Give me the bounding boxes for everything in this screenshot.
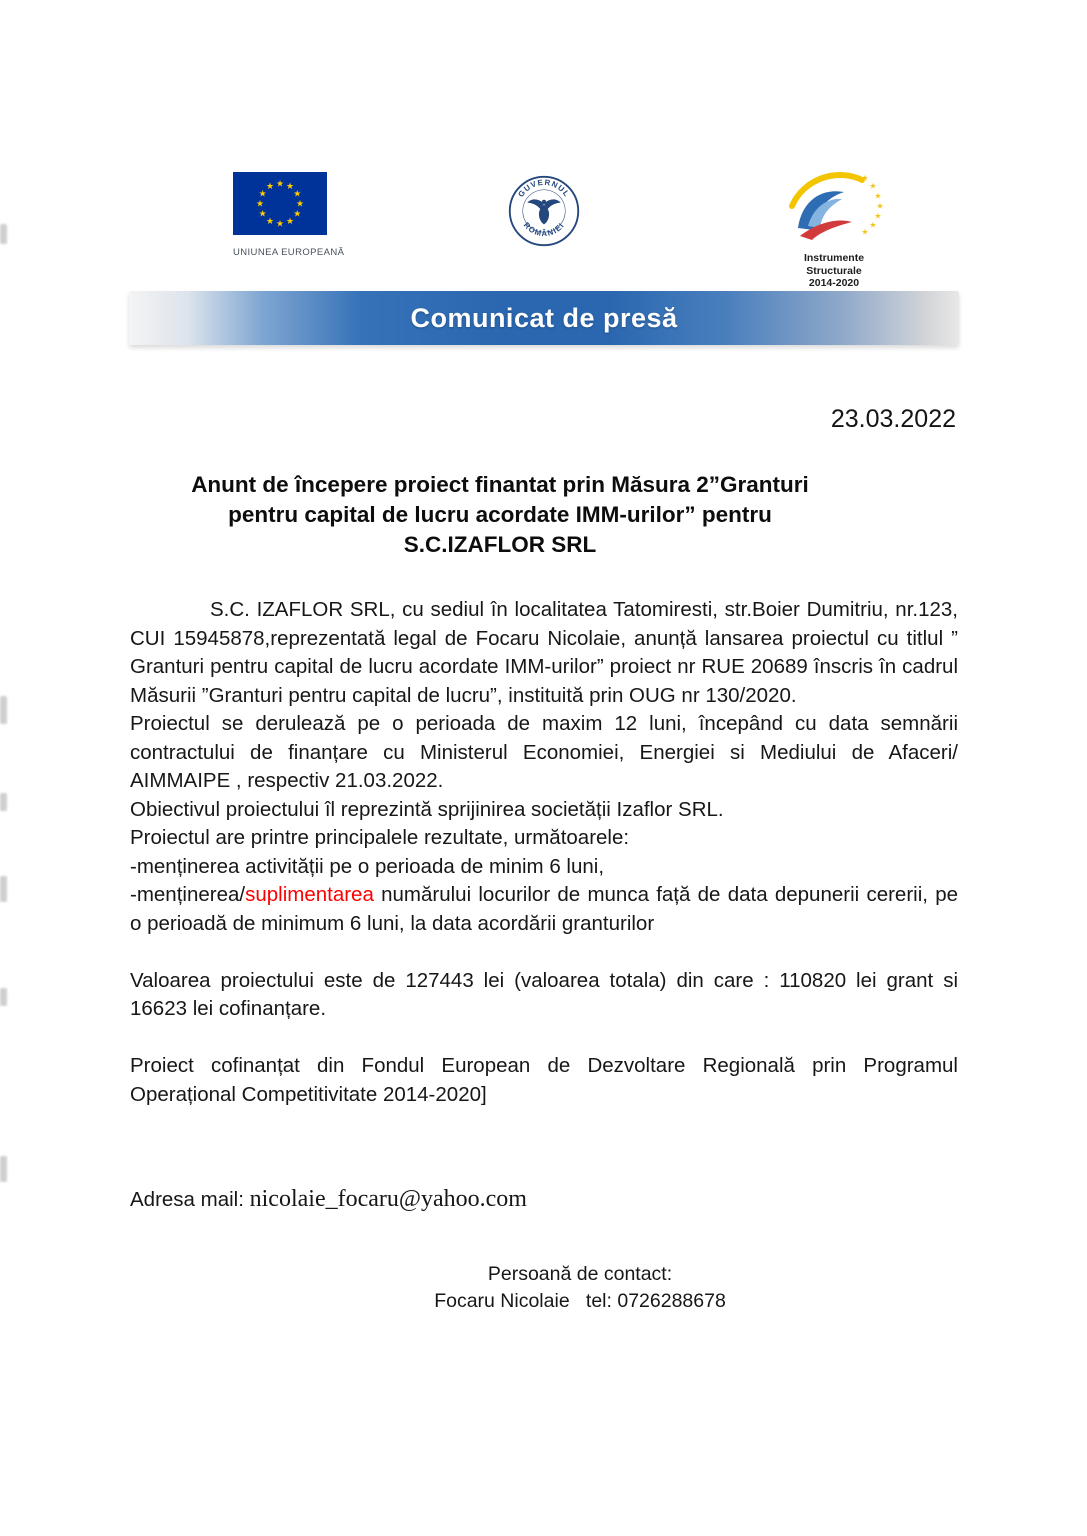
mail-line — [130, 1185, 958, 1215]
svg-text:★: ★ — [861, 173, 869, 183]
title-line-2: pentru capital de lucru acordate IMM-urilor” pentru — [228, 502, 772, 527]
paragraph-objective: Obiectivul proiectului îl reprezintă sprijinirea societății Izaflor SRL. — [130, 797, 724, 821]
scan-artifact — [0, 793, 7, 811]
document-body — [130, 405, 958, 1315]
government-logo — [507, 174, 581, 253]
paragraph-intro: S.C. IZAFLOR SRL, cu sediul în localitatea Tatomiresti, str.Boier Dumitriu, nr.123, CUI 15945878,reprezentată legal de Focaru Nicolaie, anunță lansarea proiectul cu titlul ” Granturi pentru capital de lucru acordate IMM-urilor” proiect nr RUE 20689 înscris în cadrul Măsurii ”Granturi pentru capital de lucru”, instituită prin OUG nr 130/2020. — [130, 598, 958, 707]
scan-artifact — [0, 696, 7, 724]
body-text — [130, 596, 958, 1315]
mail-address: nicolaie_focaru@yahoo.com — [249, 1186, 527, 1212]
contact-block — [166, 1261, 994, 1315]
paragraph-results: Proiectul are printre principalele rezultate, următoarele: — [130, 826, 630, 849]
svg-text:ROMÂNIEI: ROMÂNIEI — [521, 220, 567, 239]
svg-text:GUVERNUL: GUVERNUL — [516, 177, 572, 199]
svg-text:★: ★ — [876, 201, 884, 211]
press-release-banner — [129, 291, 959, 345]
paragraph-result-2 — [130, 881, 958, 938]
document-title — [130, 470, 870, 560]
eu-flag-icon — [233, 172, 327, 235]
mail-label: Adresa mail: — [130, 1188, 250, 1211]
eu-flag-logo — [233, 172, 345, 258]
svg-text:★: ★ — [258, 188, 267, 199]
government-seal-icon — [507, 174, 581, 248]
structural-instruments-icon — [782, 166, 886, 246]
title-line-3: S.C.IZAFLOR SRL — [403, 532, 597, 557]
paragraph-value: Valoarea proiectului este de 127443 lei (valoarea totala) din care : 110820 lei grant si 16623 lei cofinanțare. — [130, 968, 958, 1020]
svg-text:★: ★ — [285, 215, 295, 226]
svg-text:★: ★ — [293, 188, 302, 199]
scan-artifact — [0, 224, 7, 244]
result-2-pre: -menținerea/ — [130, 883, 246, 906]
svg-text:★: ★ — [275, 218, 285, 229]
svg-text:★: ★ — [295, 198, 305, 209]
paragraph-duration: Proiectul se derulează pe o perioada de maxim 12 luni, începând cu data semnării contractului de finanțare cu Ministerul Economiei, Energiei si Mediului de Afaceri/ AIMMAIPE , respectiv 21.03.2022. — [130, 712, 958, 792]
svg-text:★: ★ — [874, 211, 882, 221]
scan-artifact — [0, 876, 7, 902]
contact-value: Focaru Nicolaie tel: 0726288678 — [434, 1289, 726, 1312]
contact-label: Persoană de contact: — [487, 1262, 673, 1285]
paragraph-cofinancing: Proiect cofinanțat din Fondul European de Dezvoltare Regională prin Programul Operațional Competitivitate 2014-2020] — [130, 1054, 958, 1106]
svg-text:★: ★ — [265, 215, 275, 226]
svg-text:★: ★ — [869, 181, 877, 191]
svg-text:★: ★ — [265, 181, 275, 192]
svg-text:★: ★ — [285, 181, 295, 192]
scan-artifact — [0, 1156, 7, 1182]
document-date: 23.03.2022 — [830, 405, 956, 433]
eu-flag-caption: UNIUNEA EUROPEANĂ — [233, 247, 345, 258]
structural-caption-line2: 2014-2020 — [808, 277, 860, 290]
svg-text:★: ★ — [255, 198, 265, 209]
structural-caption-line1: Instrumente Structurale — [803, 252, 865, 277]
svg-text:★: ★ — [869, 220, 877, 230]
svg-text:★: ★ — [861, 227, 869, 237]
svg-text:★: ★ — [275, 178, 285, 189]
svg-text:★: ★ — [258, 208, 267, 219]
svg-text:★: ★ — [874, 191, 882, 201]
paragraph-result-1: -menținerea activității pe o perioada de minim 6 luni, — [130, 854, 605, 878]
svg-text:★: ★ — [293, 208, 302, 219]
title-line-1: Anunt de începere proiect finantat prin Măsura 2”Granturi — [191, 472, 809, 497]
result-2-post: numărului locurilor de munca față de data depunerii cererii, pe o perioadă de minimum 6 luni, la data acordării granturilor — [130, 883, 958, 935]
structural-instruments-logo — [778, 166, 890, 290]
result-2-highlight: suplimentarea — [245, 883, 374, 906]
scan-artifact — [0, 988, 7, 1006]
banner-title: Comunicat de presă — [410, 302, 678, 333]
